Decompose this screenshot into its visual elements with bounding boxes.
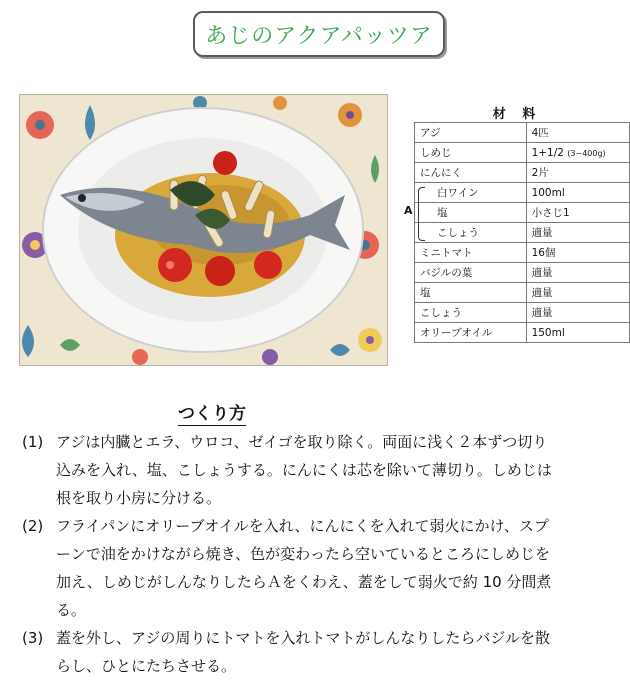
ingredient-amount: 16個 bbox=[526, 243, 629, 263]
ingredient-amount: 適量 bbox=[526, 263, 629, 283]
ingredient-amount: 100ml bbox=[526, 183, 629, 203]
step-line: 込みを入れ、塩、こしょうする。にんにくは芯を除いて薄切り。しめじは bbox=[56, 461, 552, 479]
step-line: 根を取り小房に分ける。 bbox=[56, 489, 222, 507]
ingredient-name: にんにく bbox=[415, 163, 527, 183]
step-body bbox=[56, 512, 620, 624]
table-row bbox=[415, 323, 630, 343]
ingredient-amount: 適量 bbox=[526, 283, 629, 303]
group-a-brace bbox=[418, 187, 425, 241]
step-body bbox=[56, 624, 620, 680]
table-row bbox=[415, 283, 630, 303]
step-line: らし、ひとにたちさせる。 bbox=[56, 657, 237, 675]
recipe-title: あじのアクアパッツア bbox=[205, 23, 433, 49]
ingredient-name: しめじ bbox=[415, 143, 527, 163]
ingredient-name: 塩 bbox=[415, 203, 527, 223]
ingredient-amount: 150ml bbox=[526, 323, 629, 343]
step-line: 加え、しめじがしんなりしたらＡをくわえ、蓋をして弱火で約 10 分間煮 bbox=[56, 573, 552, 591]
step-number: (2) bbox=[22, 517, 44, 535]
ingredient-name: バジルの葉 bbox=[415, 263, 527, 283]
ingredient-name: アジ bbox=[415, 123, 527, 143]
method-step-2 bbox=[22, 512, 620, 624]
ingredient-amount: 適量 bbox=[526, 223, 629, 243]
recipe-title-box bbox=[193, 11, 445, 57]
ingredient-amount: 4匹 bbox=[526, 123, 629, 143]
ingredient-amount: 2片 bbox=[526, 163, 629, 183]
table-row bbox=[415, 183, 630, 203]
step-number: (3) bbox=[22, 629, 44, 647]
ingredient-amount-note: (3~400g) bbox=[567, 148, 606, 158]
table-row bbox=[415, 303, 630, 323]
group-a-label: A bbox=[404, 204, 413, 217]
ingredient-name: 塩 bbox=[415, 283, 527, 303]
ingredient-name: 白ワイン bbox=[415, 183, 527, 203]
ingredient-name: こしょう bbox=[415, 303, 527, 323]
step-line: アジは内臓とエラ、ウロコ、ゼイゴを取り除く。両面に浅く２本ずつ切り bbox=[56, 433, 548, 451]
ingredients-table bbox=[414, 122, 630, 343]
step-line: フライパンにオリーブオイルを入れ、にんにくを入れて弱火にかけ、スプ bbox=[56, 517, 549, 535]
dish-photo bbox=[19, 94, 388, 366]
ingredient-amount: 適量 bbox=[526, 303, 629, 323]
ingredient-name: ミニトマト bbox=[415, 243, 527, 263]
method-heading: つくり方 bbox=[178, 399, 246, 426]
ingredient-amount: 1+1/2 bbox=[531, 146, 564, 159]
table-row bbox=[415, 243, 630, 263]
table-row bbox=[415, 203, 630, 223]
table-row bbox=[415, 163, 630, 183]
ingredient-amount-cell bbox=[526, 143, 629, 163]
table-row bbox=[415, 263, 630, 283]
step-line: 蓋を外し、アジの周りにトマトを入れトマトがしんなりしたらバジルを散 bbox=[56, 629, 551, 647]
table-row bbox=[415, 223, 630, 243]
step-line: る。 bbox=[56, 601, 87, 619]
ingredients-heading: 材 料 bbox=[491, 103, 543, 123]
table-row bbox=[415, 123, 630, 143]
step-line: ーンで油をかけながら焼き、色が変わったら空いているところにしめじを bbox=[56, 545, 550, 563]
ingredient-name: オリーブオイル bbox=[415, 323, 527, 343]
method-step-3 bbox=[22, 624, 620, 680]
step-number: (1) bbox=[22, 433, 44, 451]
table-row bbox=[415, 143, 630, 163]
step-body bbox=[56, 428, 620, 512]
ingredient-amount: 小さじ1 bbox=[526, 203, 629, 223]
ingredient-name: こしょう bbox=[415, 223, 527, 243]
method-step-1 bbox=[22, 428, 620, 512]
